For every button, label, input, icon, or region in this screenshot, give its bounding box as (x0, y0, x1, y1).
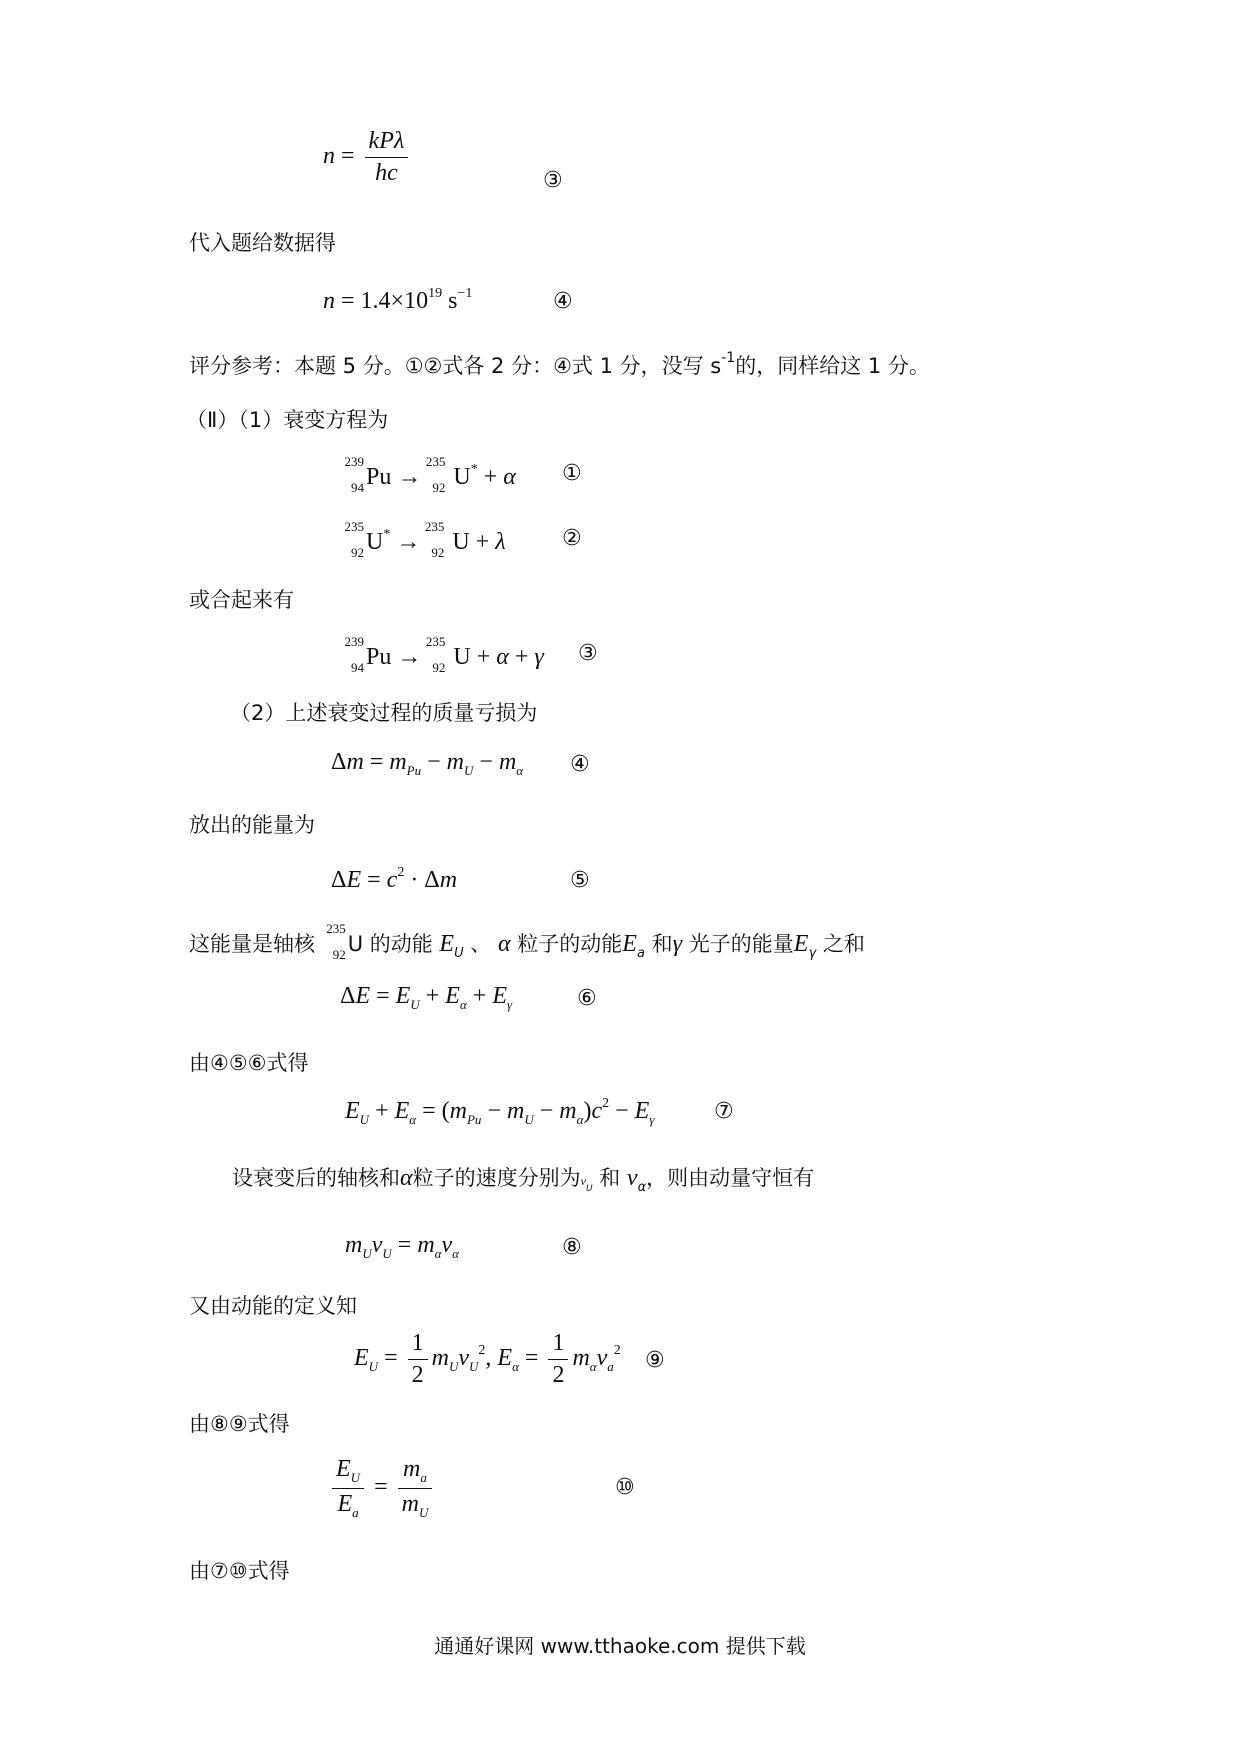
energy-sum-f: 光子的能量 (688, 932, 794, 956)
equation-photon-rate: n = $\frac{\text{kPλ}}{hc}$ (323, 128, 412, 187)
text-from-456: 由④⑤⑥式得 (189, 1051, 309, 1075)
eq-marker-6: ⑥ (577, 986, 597, 1011)
eq-marker-4b: ④ (570, 752, 590, 777)
velocity-c: 和 (599, 1166, 621, 1190)
eq-marker-1: ① (562, 461, 582, 486)
velocity-b: 粒子的速度分别为 (412, 1166, 581, 1190)
equation-decay-2: 235 92 U* → 235 92 U + λ (344, 519, 506, 560)
text-velocity: 设衰变后的轴核和α粒子的速度分别为$v_U$ 和 $v_\alpha$，则由动量守恒有 (232, 1165, 815, 1195)
energy-sum-a: 这能量是轴核 (189, 932, 315, 956)
eq-marker-4a: ④ (553, 289, 573, 314)
equation-decay-1: 239 94 Pu → 235 92 U* + α (344, 454, 516, 495)
eq-marker-3b: ③ (578, 641, 598, 666)
velocity-a: 设衰变后的轴核和 (232, 1166, 400, 1190)
equation-photon-rate-value: $n = 1.4\times 10^{19}$ $s^{-1}$ (323, 286, 473, 314)
eq-marker-8: ⑧ (562, 1235, 582, 1260)
eq-marker-7: ⑦ (714, 1099, 734, 1124)
eq-marker-3a: ③ (543, 168, 563, 193)
text-from-7-10: 由⑦⑩式得 (189, 1559, 290, 1583)
eq-marker-9: ⑨ (645, 1348, 665, 1373)
text-substitute: 代入题给数据得 (189, 231, 336, 255)
eq-marker-10: ⑩ (615, 1475, 635, 1500)
equation-momentum: $m_Uv_U = m_\alpha v_\alpha$ (345, 1232, 459, 1261)
velocity-d: ，则由动量守恒有 (646, 1166, 815, 1190)
text-scoring (189, 350, 930, 380)
equation-energy-sum: $\Delta E = E_U + E_\alpha + E_\gamma$ (340, 983, 513, 1012)
scoring-sup: -1 (721, 350, 736, 366)
text-from-89: 由⑧⑨式得 (189, 1412, 290, 1436)
equation-ratio: $\frac{E_U}{E_a}$ = $\frac{m_a}{m_U}$ (328, 1456, 436, 1521)
equation-energy: $\Delta E = c^2 \cdot \Delta m$ (331, 865, 458, 893)
text-part2-heading: （Ⅱ）（1）衰变方程为 (186, 408, 389, 432)
text-kinetic-def: 又由动能的定义知 (189, 1294, 357, 1318)
eq-marker-5: ⑤ (570, 868, 590, 893)
scoring-suffix: 的，同样给这 1 分。 (735, 354, 930, 378)
eq-marker-2: ② (562, 526, 582, 551)
text-or-combined: 或合起来有 (189, 588, 294, 612)
text-energy-sum: 这能量是轴核 235 92 U 的动能 $E_U$ 、 α 粒子的动能$E_a$ 和γ 光子的能量$E_\gamma$ 之和 (189, 921, 865, 962)
energy-sum-b: U 的动能 (347, 932, 433, 956)
text-energy-released: 放出的能量为 (189, 813, 315, 837)
text-mass-defect: （2）上述衰变过程的质量亏损为 (230, 701, 538, 725)
page-footer: 通通好课网 www.tthaoke.com 提供下载 (434, 1634, 806, 1658)
equation-mass-defect: $\Delta m = m_{Pu} - m_U - m_\alpha$ (331, 749, 524, 778)
energy-sum-e: 和 (651, 932, 673, 956)
equation-kinetic-sum: $E_U + E_\alpha = (m_{Pu} - m_U - m_\alpha)c^2 - E_\gamma$ (345, 1096, 655, 1127)
energy-sum-c: 、 (470, 932, 492, 956)
energy-sum-d: 粒子的动能 (517, 932, 623, 956)
energy-sum-g: 之和 (822, 932, 865, 956)
equation-kinetic-def: $E_U$ = $\frac{1}{2}$ $m_Uv_U^2$, $E_\alpha$ = $\frac{1}{2}$ $m_\alpha v_a^2$ (354, 1330, 621, 1388)
equation-decay-combined: 239 94 Pu → 235 92 U + α + γ (344, 634, 544, 675)
scoring-prefix: 评分参考：本题 5 分。①②式各 2 分：④式 1 分，没写 s (189, 354, 722, 378)
